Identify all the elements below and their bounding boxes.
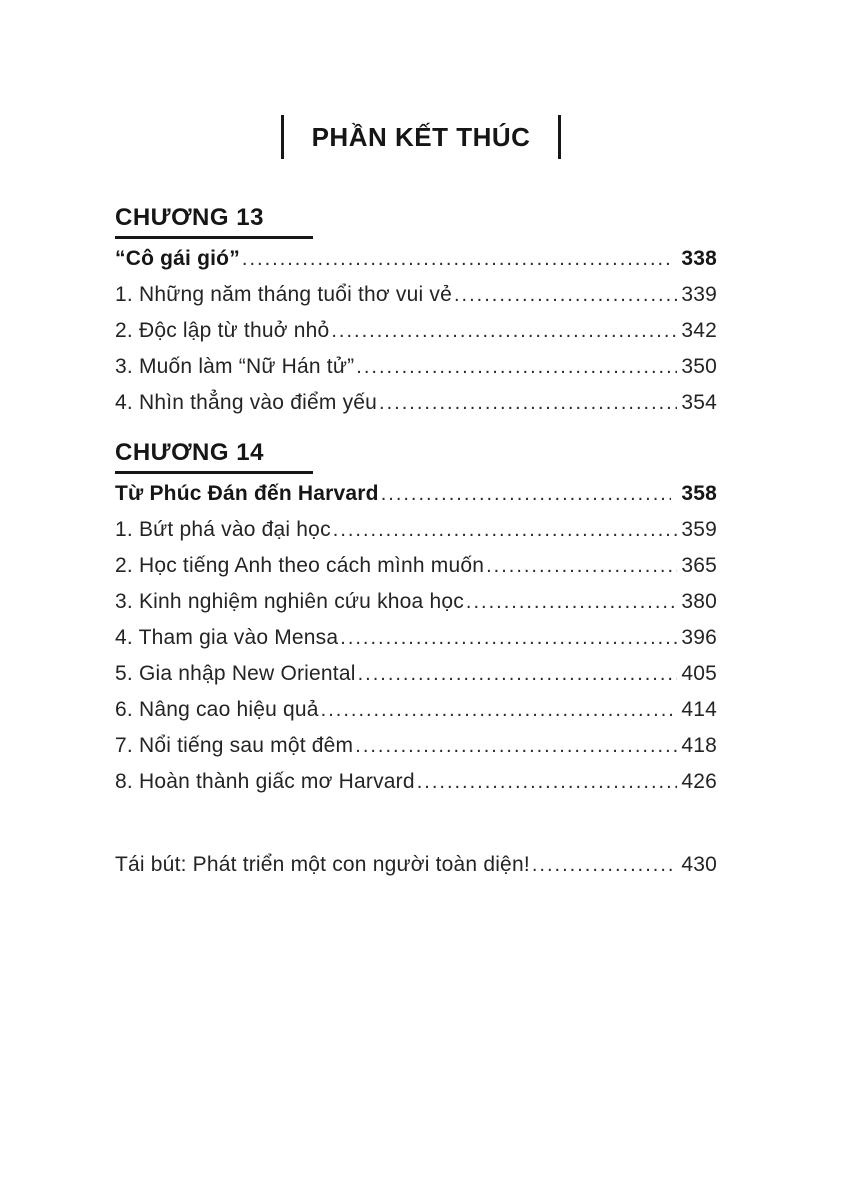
toc-item-label: 1. Những năm tháng tuổi thơ vui vẻ — [115, 283, 452, 306]
toc-row-chapter-title — [115, 476, 717, 512]
dot-leader — [381, 476, 672, 512]
toc-item-label: 3. Muốn làm “Nữ Hán tử” — [115, 355, 355, 378]
dot-leader — [532, 847, 678, 883]
toc-page-number: 414 — [681, 698, 717, 721]
dot-leader — [379, 385, 677, 421]
dot-leader — [454, 277, 677, 313]
toc-item-label: 5. Gia nhập New Oriental — [115, 662, 356, 685]
toc-item-label: 4. Tham gia vào Mensa — [115, 626, 339, 649]
dot-leader — [356, 349, 677, 385]
toc-page-number: 430 — [681, 853, 717, 876]
toc-row-postscript — [115, 847, 717, 883]
part-header — [0, 0, 842, 160]
toc-item-label: 1. Bứt phá vào đại học — [115, 518, 331, 541]
toc-row — [115, 548, 717, 584]
toc-page-number: 365 — [681, 554, 717, 577]
header-left-bar — [281, 115, 284, 159]
toc-content — [0, 204, 842, 883]
chapter-14-section — [115, 439, 717, 800]
dot-leader — [340, 620, 677, 656]
toc-row — [115, 385, 717, 421]
toc-row — [115, 512, 717, 548]
toc-page-number: 405 — [681, 662, 717, 685]
toc-chapter-title-label: “Cô gái gió” — [115, 247, 240, 270]
toc-item-label: 6. Nâng cao hiệu quả — [115, 698, 319, 721]
toc-item-label: 8. Hoàn thành giấc mơ Harvard — [115, 770, 415, 793]
toc-item-label: 2. Học tiếng Anh theo cách mình muốn — [115, 554, 485, 577]
page-title: PHẦN KẾT THÚC — [311, 121, 531, 152]
toc-page-number: 396 — [681, 626, 717, 649]
dot-leader — [486, 548, 677, 584]
dot-leader — [417, 764, 678, 800]
toc-item-label: 7. Nổi tiếng sau một đêm — [115, 734, 354, 757]
toc-row — [115, 349, 717, 385]
toc-page-number: 418 — [681, 734, 717, 757]
toc-row — [115, 728, 717, 764]
dot-leader — [355, 728, 677, 764]
toc-page-number: 339 — [681, 283, 717, 306]
toc-row — [115, 313, 717, 349]
toc-item-label: 3. Kinh nghiệm nghiên cứu khoa học — [115, 590, 464, 613]
toc-page-number: 338 — [681, 247, 717, 270]
toc-row — [115, 620, 717, 656]
toc-page-number: 426 — [681, 770, 717, 793]
toc-row — [115, 277, 717, 313]
toc-item-label: 4. Nhìn thẳng vào điểm yếu — [115, 391, 378, 414]
toc-row — [115, 584, 717, 620]
toc-row-chapter-title — [115, 241, 717, 277]
dot-leader — [242, 241, 671, 277]
toc-page-number: 359 — [681, 518, 717, 541]
toc-item-label: 2. Độc lập từ thuở nhỏ — [115, 319, 330, 342]
toc-row — [115, 764, 717, 800]
chapter-14-heading: CHƯƠNG 14 — [115, 439, 313, 474]
toc-page-number: 354 — [681, 391, 717, 414]
postscript-label: Tái bút: Phát triển một con người toàn diện! — [115, 853, 530, 876]
toc-row — [115, 692, 717, 728]
toc-row — [115, 656, 717, 692]
dot-leader — [333, 512, 678, 548]
toc-page-number: 342 — [681, 319, 717, 342]
chapter-13-heading: CHƯƠNG 13 — [115, 204, 313, 239]
toc-chapter-title-label: Từ Phúc Đán đến Harvard — [115, 482, 379, 505]
chapter-13-section — [115, 204, 717, 421]
dot-leader — [331, 313, 677, 349]
toc-page-number: 358 — [681, 482, 717, 505]
header-right-bar — [558, 115, 561, 159]
dot-leader — [321, 692, 678, 728]
toc-page-number: 350 — [681, 355, 717, 378]
dot-leader — [466, 584, 677, 620]
dot-leader — [358, 656, 678, 692]
toc-page-number: 380 — [681, 590, 717, 613]
